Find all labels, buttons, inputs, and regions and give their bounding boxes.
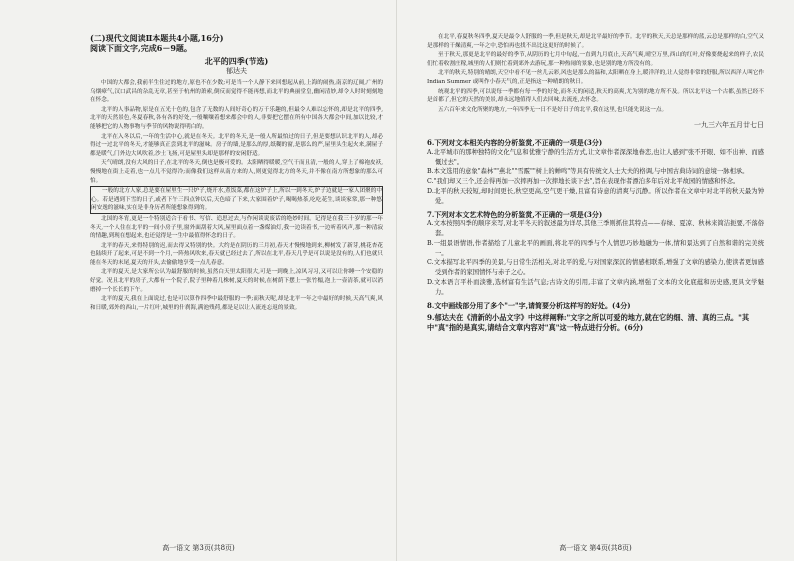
question-7-option: D.文本语言平朴而淡雅,选材富有生活气息;古诗文的引用,丰富了文章内涵,增强了文本的文化底蕴和历史感,更具文学魅力。 <box>427 278 764 296</box>
question-7-option: C.文本描写北平四季的美景,与日常生活相关,对北平的爱,与对国家深沉的情感相联系,增强了文章的感染力,使读者更加感受到作者的家国情怀与赤子之心。 <box>427 259 764 277</box>
question-7-stem: 7.下列对本文艺术特色的分析鉴赏,不正确的一项是(3分) <box>427 209 603 219</box>
question-7-option: B.一组景语情语,作者描绘了儿童北平的画面,将北平的四季与个人情思巧妙地融为一体,情和景达到了自然和谐的完美统一。 <box>427 239 764 257</box>
article-paragraph: 北国的冬宵,更是一个特别适合于看书、写信、追思过去,与作闲谈说废话的绝妙时间。记得是在我三十岁的那一年冬天,一个人住在北平的一间小房子里,窗外面刮着大风,屋里面点着一盏煤油灯,我一边读着书,一边听着风声,那一种清寂的情趣,到现在想起来,也还觉得是一生中最值得怀念的日子。 <box>90 215 383 240</box>
section-instruction: 阅读下面文字,完成6－9题。 <box>90 43 192 53</box>
article-paragraph: 北平的春天,来得特别的迟,而去得又特别的快。大约是在阴历的三月初,春天才慢慢地到来,柳树发了新芽,桃花杏花也陆续开了起来,可是不到一个月,一阵热风吹来,春天就已经过去了,所以在北平,春天几乎是可以说是没有的,人们也就只能在冬天的末尾,夏天的开头,去偷偷地享受一点儿春意。 <box>90 242 383 266</box>
article-paragraph: 北平的人事品物,原是在五光十色的,包含了无数的人间好奇心的万千乐趣的,但最令人难以忘怀的,却是北平的四季,北平的天然景色,冬夏春秋,各有各的好处,一般嚷嚷着想来都会中的人,非要把它摆在所有中国各大都会中间,加以比较,才能够把它的人物事物与季节的风物说得明白的。 <box>90 106 383 130</box>
article-paragraph: 北平的夏天,我在上面说过,也是可以算作四季中最舒服的一季;而秋天呢,却是北平一年之中最好的时候,天高气爽,风和日暖,郊外的西山,一片红叶,城里的什刹海,满池残荷,都是足以让人流连忘返的景致。 <box>90 296 383 311</box>
article-title: 北平的四季(节选) <box>204 56 269 66</box>
article-paragraph: 至于秋天,那更是北平的最好的季节,从阴历的七月中旬起,一直到九月底止,天高气爽,晴空万里,西山的红叶,好像要烧起来的样子,农民们忙着收割庄稼,城里的人们则忙着到郊外去游玩,那一种热闹的景象,也是别的地方所没有的。 <box>427 52 764 67</box>
question-6-stem: 6.下列对文本相关内容的分析鉴赏,不正确的一项是(3分) <box>427 138 603 148</box>
article-paragraph: 北平的夏天,是大家所公认为最舒服的时候,虽然白天里太阳很大,可是一到晚上,凉风习习,又可以让你睡一个安稳的好觉。况且北平的房子,大都有一个院子,院子里种着几株树,夏天的时候,在树荫下摆上一张竹榻,泡上一壶清茶,就可以消磨掉一个长长的下午。 <box>90 269 383 293</box>
article-paragraph: 北平的秋天,特别的晴朗,天空中看不见一丝儿云彩,风也是那么的温和,太阳晒在身上,暖洋洋的,让人觉得非常的舒服,所以西洋人叫它作 Indian Summer 或叫作小春天气的,正是指这一种晴朗的秋日。 <box>427 70 764 85</box>
article-paragraph: 五六百年来文化所聚的地方,一年四季无一日不是好日子的北平,我在这里,也只能先说这一点。 <box>438 106 668 113</box>
question-8-stem: 8.文中画线部分用了多个"一"字,请简要分析这样写的好处。(4分) <box>427 300 631 310</box>
question-6-option: B.本文选用的意象"森林""燕北""雪霰""树上的蝉鸣"等具有传统文人士大夫的格调,与中国古典诗词的意境一脉相承。 <box>427 168 749 176</box>
underlined-paragraph: 一般的北方人家,总是要在屋里生一只炉子,烧开水,煮饭菜,都在这炉子上,所以一到冬天,炉子边就是一家人团聚的中心。若是遇到下雪的日子,或者下午三四点钟以后,天色暗了下来,大家围着炉子,喝喝热茶,吃吃花生,谈谈家常,那一种悠闲安逸的滋味,实在是非身历者所能想象得到的。 <box>90 186 383 214</box>
article-paragraph: 中国的大都会,我前半生住过的地方,原也不在少数;可是当一个人静下来回想起从前,上海的闹热,南京的辽阔,广州的乌烟瘴气,汉口武昌的杂乱无章,甚至于杭州的萧索,倒反而觉得不能再想,而北平的典丽堂皇,幽闲清妙,却令人时时刻刻地在怀念。 <box>90 80 383 104</box>
page-footer-left: 高一语文 第3页(共8页) <box>162 544 235 552</box>
article-paragraph: 天气晴朗,没有大风的日子,在北平的冬天,倒也是极可爱的。太阳晒得暖暖,空气干而且清,一般的人,穿上了棉袍皮袄,慢慢地在街上走着,也一点儿不觉得冷;而像我们这样从南方来的人,则更觉得北方的冬天,并不像在南方所想象的那么可怕。 <box>90 160 383 184</box>
question-6-option: D.北平的秋天较短,却时间更长,秋空更高,空气更干燥,且富有诗意的清爽与沉静。所以作者在文章中对北平的秋天最为钟爱。 <box>427 188 764 205</box>
right-page <box>397 0 794 561</box>
date-line: 一九三六年五月廿七日 <box>694 121 764 130</box>
section-header: (二)现代文阅读Ⅱ本题共4小题,16分) <box>90 33 224 43</box>
page-footer-right: 高一语文 第4页(共8页) <box>559 544 632 552</box>
article-paragraph: 北平在入冬以后,一年的生活中心,就是在冬天。北平的冬天,是一般人所最怕过的日子,但是要想认识北平的人,却必得过一过北平的冬天,才能够真正尝到北平的滋味。房子的墙,是那么的厚,纸糊的窗,是那么的严,屋里头生起火来,满屋子都是暖气,门外边大风吹着,沙土飞扬,可是屋里头却是那样的安闲舒适。 <box>90 133 383 157</box>
question-7-option: A.文本按照四季的顺序来写,对北平冬天的叙述最为详尽,其他三季则抓住其特点——春绿、夏凉、秋林来简洁扼要,不落俗套。 <box>427 220 764 237</box>
article-paragraph: 在北平,春夏秋冬四季,夏天是最令人舒服的一季,但是秋天,却是北平最好的季节。北平的秋天,天总是那样的蓝,云总是那样的白,空气又是那样的干燥清爽,一年之中,恐怕再也找不出比这更好的时候了。 <box>427 34 764 49</box>
question-6-option: C."我们却又三个,还会得再加一次摔再加一次摔地长谈下去",旨在表现作者漂泊多年后对北平故园的情感和怀念。 <box>427 178 740 186</box>
question-9-stem: 9.郁达夫在《清新的小品文字》中这样阐释:"文字之所以可爱的地方,就在它的细、清、真的三点。"其中"真"指的是真实,请结合文章内容对"真"这一特点进行分析。(6分) <box>427 313 750 332</box>
article-paragraph: 统观北平的四季,可以说每一季都有每一季的好处,而冬天的闲适,秋天的高爽,尤为别的地方所不及。所以北平这一个古都,虽然已经不是首都了,但它的天然的美景,却永远地值得人们去回味,去流连,去怀念。 <box>427 88 764 104</box>
article-author: 郁达夫 <box>226 67 247 75</box>
question-6-option: A.北平城市的那种独特的文化气息和优雅宁静的生活方式,让文章作者深深地眷恋,也让人感到"张不开眼、如不出神、而感慨过去"。 <box>427 148 764 166</box>
